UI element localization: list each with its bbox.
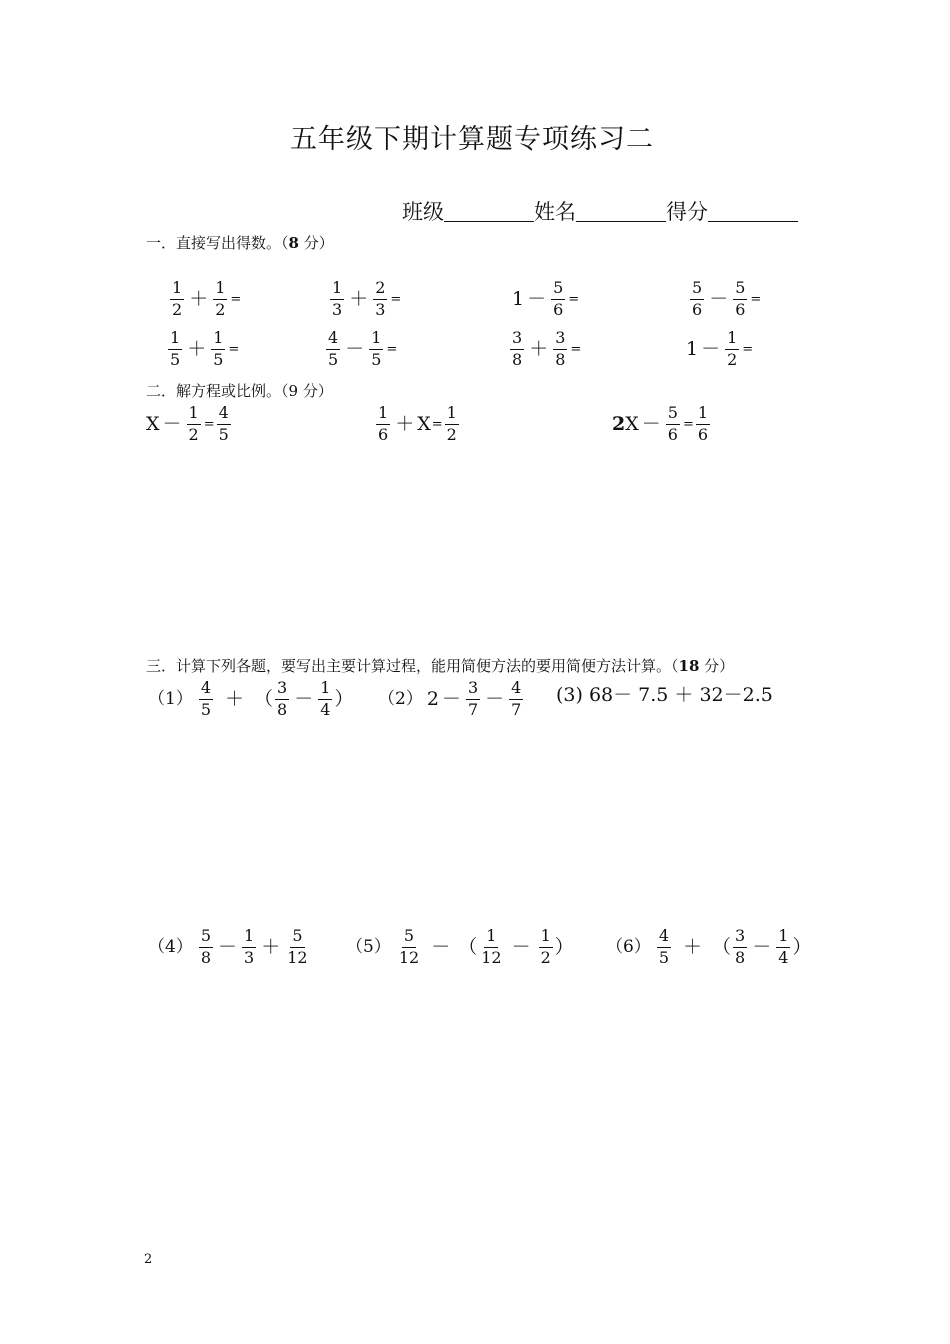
numerator: 3 [275, 680, 289, 700]
math-term: （ [712, 935, 732, 958]
operator: － [345, 337, 365, 360]
name-blank[interactable] [576, 199, 666, 222]
math-term: 1 [512, 287, 525, 310]
numerator: 5 [402, 928, 416, 948]
numerator: 3 [510, 330, 524, 350]
fraction [199, 928, 213, 967]
page-title: 五年级下期计算题专项练习二 [290, 124, 654, 155]
fraction [199, 680, 213, 719]
denominator: 2 [215, 299, 226, 319]
equals-sign: = [742, 341, 754, 357]
denominator: 7 [511, 699, 522, 719]
numerator: 1 [539, 928, 553, 948]
numerator: 1 [725, 330, 739, 350]
denominator: 2 [188, 424, 199, 444]
math-term: ） [334, 687, 354, 710]
fraction [326, 330, 340, 369]
numerator: 1 [211, 330, 225, 350]
fraction [376, 405, 390, 444]
denominator: 5 [658, 947, 670, 967]
numerator: 1 [168, 330, 182, 350]
fraction [733, 280, 747, 319]
operator: ＋ [261, 935, 281, 958]
fraction [551, 280, 565, 319]
equation-2-3 [612, 405, 712, 444]
denominator: 8 [735, 947, 746, 967]
problem-1-8 [686, 330, 753, 369]
denominator: 12 [481, 947, 502, 967]
numerator: 5 [666, 405, 680, 425]
numerator: 4 [509, 680, 523, 700]
numerator: 4 [326, 330, 340, 350]
numerator: 5 [290, 928, 304, 948]
equals-sign: = [390, 291, 402, 307]
operator: ＋ [187, 337, 207, 360]
fraction [330, 280, 344, 319]
equals-sign: = [570, 341, 582, 357]
problem-label: （6） [606, 936, 651, 957]
equals-sign: = [203, 416, 215, 432]
fraction [242, 928, 256, 967]
denominator: 5 [371, 349, 382, 369]
fraction [733, 928, 747, 967]
denominator: 4 [778, 947, 789, 967]
numerator: 3 [553, 330, 567, 350]
fraction [666, 405, 680, 444]
numerator: 4 [217, 405, 231, 425]
denominator: 3 [332, 299, 343, 319]
section-1-heading: 一．直接写出得数。（8 分） [146, 234, 334, 252]
numerator: 1 [776, 928, 790, 948]
equation-2-1 [146, 405, 233, 444]
score-label: 得分 [666, 200, 708, 224]
math-term: 2 [426, 687, 439, 710]
problem-1-4 [688, 280, 761, 319]
operator: － [431, 935, 451, 958]
operator: ＋ [189, 287, 209, 310]
problem-3-5 [346, 928, 574, 967]
denominator: 2 [540, 947, 551, 967]
denominator: 6 [692, 299, 703, 319]
problem-label: （5） [346, 936, 391, 957]
operator: － [527, 287, 547, 310]
numerator: 4 [657, 928, 671, 948]
page-number: 2 [144, 1252, 153, 1267]
class-blank[interactable] [444, 199, 534, 222]
class-label: 班级 [402, 200, 444, 224]
operator: － [162, 412, 182, 435]
fraction [213, 280, 227, 319]
denominator: 3 [244, 947, 255, 967]
problem-3-2 [378, 680, 525, 719]
operator: ＋ [683, 935, 703, 958]
equals-sign: = [228, 341, 240, 357]
numerator: 1 [170, 280, 184, 300]
denominator: 8 [277, 699, 288, 719]
operator: ＋ [529, 337, 549, 360]
problem-1-3 [512, 280, 579, 319]
numerator: 1 [484, 928, 498, 948]
math-term: 1 [686, 337, 699, 360]
numerator: 5 [690, 280, 704, 300]
numerator: 2 [373, 280, 387, 300]
denominator: 8 [555, 349, 566, 369]
math-term: X [146, 412, 160, 435]
numerator: 1 [242, 928, 256, 948]
fraction [211, 330, 225, 369]
fraction [285, 928, 309, 967]
numerator: 1 [330, 280, 344, 300]
fraction [509, 680, 523, 719]
math-term: X [417, 412, 431, 435]
numerator: 1 [696, 405, 710, 425]
equals-sign: = [568, 291, 580, 307]
problem-1-7 [508, 330, 581, 369]
numerator: 5 [199, 928, 213, 948]
operator: － [294, 687, 314, 710]
fraction [690, 280, 704, 319]
fraction [510, 330, 524, 369]
score-blank[interactable] [708, 199, 798, 222]
problem-3-4 [148, 928, 312, 967]
denominator: 12 [398, 947, 420, 967]
problem-1-1 [168, 280, 241, 319]
section-3-heading: 三．计算下列各题，要写出主要计算过程，能用简便方法的要用简便方法计算。（18 分） [146, 657, 735, 675]
equals-sign: = [682, 416, 694, 432]
denominator: 7 [467, 699, 479, 719]
denominator: 8 [200, 947, 212, 967]
numerator: 1 [187, 405, 201, 425]
math-term: 2 [612, 412, 626, 435]
math-term: ） [554, 935, 574, 958]
operator: － [709, 287, 729, 310]
operator: － [218, 935, 238, 958]
fraction [776, 928, 790, 967]
fraction [187, 405, 201, 444]
fraction [696, 405, 710, 444]
denominator: 5 [218, 424, 229, 444]
operator: ＋ [349, 287, 369, 310]
problem-3-6 [606, 928, 811, 967]
denominator: 5 [170, 349, 181, 369]
fraction [479, 928, 503, 967]
denominator: 3 [375, 299, 386, 319]
name-label: 姓名 [534, 200, 576, 224]
denominator: 8 [512, 349, 523, 369]
fraction [170, 280, 184, 319]
numerator: 1 [369, 330, 383, 350]
denominator: 12 [287, 947, 308, 967]
problem-1-6 [324, 330, 397, 369]
numerator: 1 [445, 405, 459, 425]
problem-3-3: (3) 68－ 7.5 ＋ 32－2.5 [556, 684, 773, 706]
numerator: 3 [733, 928, 747, 948]
math-term: ） [792, 935, 812, 958]
operator: － [701, 337, 721, 360]
numerator: 1 [376, 405, 390, 425]
operator: － [485, 687, 505, 710]
numerator: 4 [199, 680, 213, 700]
numerator: 5 [733, 280, 747, 300]
fraction [318, 680, 332, 719]
fraction [373, 280, 387, 319]
denominator: 6 [735, 299, 746, 319]
problem-3-1 [148, 680, 353, 719]
fraction [657, 928, 671, 967]
operator: ＋ [395, 412, 415, 435]
problem-label: （2） [378, 688, 423, 709]
problem-1-5 [166, 330, 239, 369]
fraction [445, 405, 459, 444]
denominator: 6 [378, 424, 389, 444]
denominator: 5 [328, 349, 339, 369]
denominator: 2 [446, 424, 457, 444]
math-term: X [625, 412, 639, 435]
operator: － [511, 935, 531, 958]
section-2-heading: 二．解方程或比例。（9 分） [146, 382, 333, 400]
equation-2-2 [374, 405, 461, 444]
numerator: 1 [318, 680, 332, 700]
problem-label: （4） [148, 936, 193, 957]
numerator: 3 [466, 680, 480, 700]
fraction [725, 330, 739, 369]
fraction [369, 330, 383, 369]
operator: － [441, 687, 461, 710]
denominator: 5 [200, 699, 212, 719]
fraction [217, 405, 231, 444]
fraction [397, 928, 421, 967]
numerator: 5 [551, 280, 565, 300]
student-info-line [402, 196, 798, 226]
denominator: 4 [320, 699, 331, 719]
equals-sign: = [431, 416, 443, 432]
math-term: （ [458, 935, 478, 958]
fraction [168, 330, 182, 369]
denominator: 2 [172, 299, 183, 319]
operator: ＋ [225, 687, 245, 710]
problem-label: （1） [148, 688, 193, 709]
numerator: 1 [213, 280, 227, 300]
fraction [466, 680, 480, 719]
fraction [539, 928, 553, 967]
operator: － [752, 935, 772, 958]
denominator: 2 [727, 349, 738, 369]
denominator: 6 [667, 424, 678, 444]
denominator: 6 [697, 424, 709, 444]
fraction [553, 330, 567, 369]
problem-1-2 [328, 280, 401, 319]
math-term: （ [254, 687, 274, 710]
equals-sign: = [386, 341, 398, 357]
denominator: 5 [213, 349, 224, 369]
equals-sign: = [230, 291, 242, 307]
equals-sign: = [750, 291, 762, 307]
fraction [275, 680, 289, 719]
denominator: 6 [553, 299, 564, 319]
operator: － [641, 412, 661, 435]
